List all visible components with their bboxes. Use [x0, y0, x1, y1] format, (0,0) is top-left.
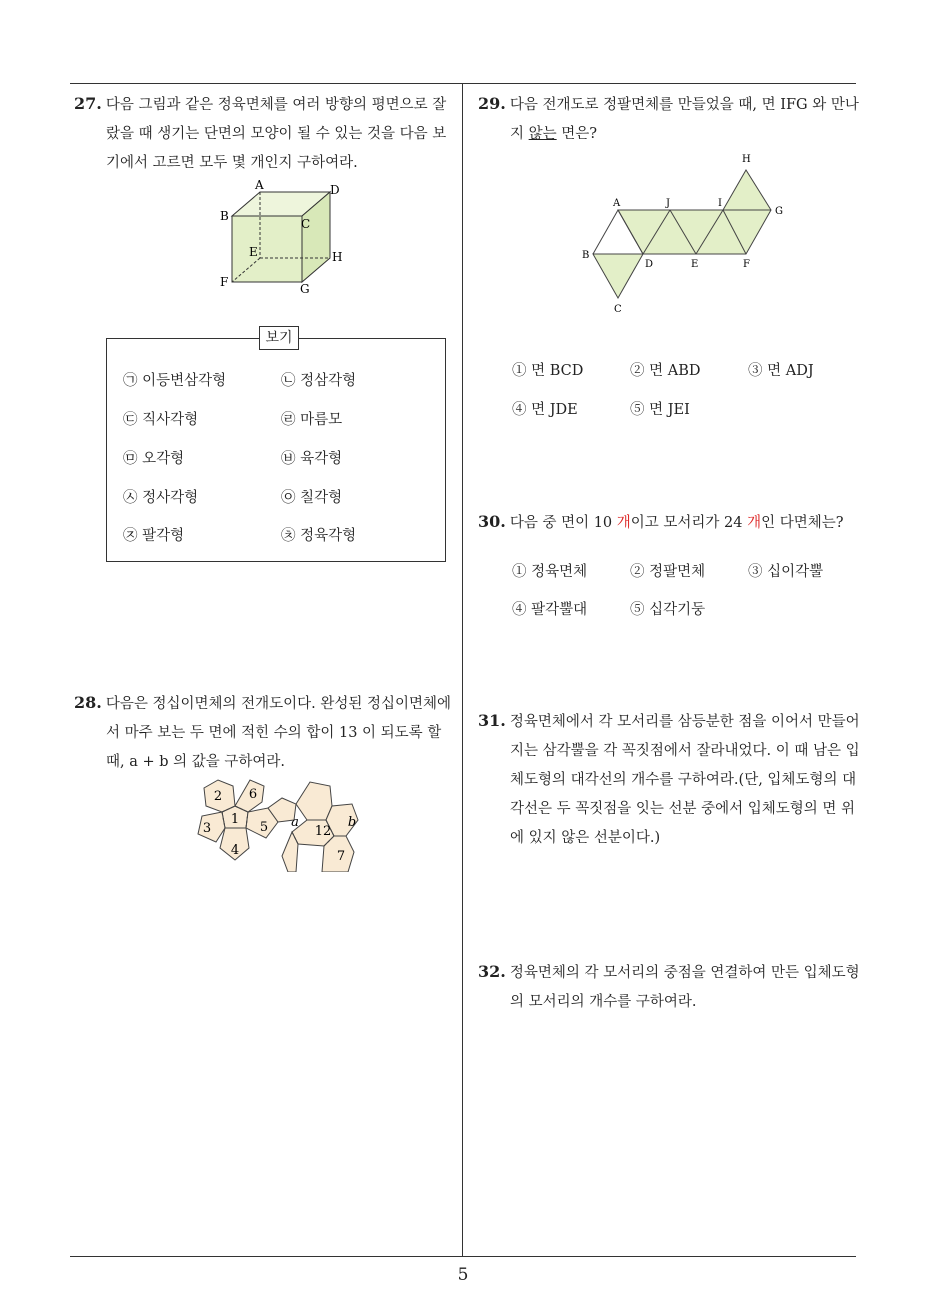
face-12: 12	[314, 824, 332, 839]
label-A: A	[255, 178, 264, 192]
option-2[interactable]: ② 면 ABD	[630, 363, 701, 379]
question-number: 27.	[74, 94, 102, 113]
question-text: 다음 그림과 같은 정육면체를 여러 방향의 평면으로 잘랐을 때 생기는 단면의 모양이 될 수 있는 것을 다음 보기에서 고르면 모두 몇 개인지 구하여라.	[105, 97, 447, 171]
label-G: G	[775, 206, 783, 217]
question-number: 30.	[478, 512, 506, 531]
option-2[interactable]: ② 정팔면체	[630, 564, 706, 580]
question-number: 31.	[478, 711, 506, 730]
bottom-rule	[70, 1256, 856, 1257]
bogi-item: ㉠ 이등변삼각형	[123, 373, 227, 389]
question-number: 29.	[478, 94, 506, 113]
label-E: E	[249, 245, 258, 259]
octahedron-net	[578, 152, 788, 316]
question-31	[478, 706, 860, 853]
bogi-item: ㉡ 정삼각형	[281, 373, 357, 389]
label-F: F	[743, 259, 750, 270]
label-B: B	[220, 209, 229, 223]
question-30	[478, 507, 860, 538]
label-J: J	[666, 198, 671, 209]
label-D: D	[330, 183, 340, 197]
label-F: F	[220, 275, 229, 289]
label-E: E	[691, 259, 699, 270]
question-28	[74, 688, 458, 777]
face-3: 3	[202, 821, 212, 836]
label-G: G	[300, 282, 310, 296]
bogi-title: 보기	[259, 326, 299, 350]
face-b: b	[347, 815, 357, 830]
question-27	[74, 89, 458, 178]
page-number: 5	[457, 1265, 469, 1285]
bogi-item: ㉥ 육각형	[281, 451, 343, 467]
bogi-item: ㉤ 오각형	[123, 451, 185, 467]
option-1[interactable]: ① 정육면체	[512, 564, 588, 580]
face-4: 4	[230, 843, 240, 858]
question-text: 인 다면체는?	[761, 515, 844, 531]
question-32	[478, 957, 860, 1017]
bogi-item: ㉧ 칠각형	[281, 490, 343, 506]
bogi-item: ㉣ 마름모	[281, 412, 343, 428]
underlined-word: 않는	[528, 126, 557, 142]
option-3[interactable]: ③ 면 ADJ	[748, 363, 814, 379]
dodecahedron-net	[186, 776, 374, 872]
face-6: 6	[248, 787, 258, 802]
top-rule	[70, 83, 856, 84]
label-C: C	[614, 304, 622, 315]
question-number: 32.	[478, 962, 506, 981]
question-text: 이고 모서리가 24	[630, 515, 748, 531]
label-H: H	[742, 154, 751, 165]
label-I: I	[718, 198, 722, 209]
question-text: 정육면체에서 각 모서리를 삼등분한 점을 이어서 만들어지는 삼각뿔을 각 꼭짓점에서 잘라내었다. 이 때 남은 입체도형의 대각선의 개수를 구하여라.(단, 입체도형의 대각선은 두 꼭짓점을 잇는 선분 중에서 입체도형의 면 위에 있지 않은 선분이다.)	[509, 714, 860, 846]
highlight-word: 개	[747, 515, 762, 531]
bogi-box	[106, 330, 446, 562]
bogi-item: ㉢ 직사각형	[123, 412, 199, 428]
label-H: H	[332, 250, 343, 264]
option-4[interactable]: ④ 팔각뿔대	[512, 602, 588, 618]
cube-figure	[212, 176, 362, 296]
option-5[interactable]: ⑤ 십각기둥	[630, 602, 706, 618]
bogi-item: ㉨ 팔각형	[123, 528, 185, 544]
question-text-end: 면은?	[556, 126, 598, 142]
question-text: 다음 중 면이 10	[509, 515, 617, 531]
face-5: 5	[259, 820, 269, 835]
face-1: 1	[230, 812, 240, 827]
option-3[interactable]: ③ 십이각뿔	[748, 564, 824, 580]
bogi-item: ㉩ 정육각형	[281, 528, 357, 544]
option-1[interactable]: ① 면 BCD	[512, 363, 584, 379]
question-text: 정육면체의 각 모서리의 중점을 연결하여 만든 입체도형의 모서리의 개수를 구하여라.	[509, 965, 860, 1010]
face-2: 2	[213, 789, 223, 804]
highlight-word: 개	[616, 515, 631, 531]
column-divider	[462, 83, 463, 1257]
bogi-item: ㉦ 정사각형	[123, 490, 199, 506]
option-5[interactable]: ⑤ 면 JEI	[630, 402, 690, 418]
face-7: 7	[336, 849, 346, 864]
label-C: C	[301, 217, 311, 231]
question-text: 다음 전개도로 정팔면체를 만들었을 때, 면 IFG 와 만나지	[509, 97, 859, 142]
question-29	[478, 89, 860, 149]
question-text: 다음은 정십이면체의 전개도이다. 완성된 정십이면체에서 마주 보는 두 면에 적힌 수의 합이 13 이 되도록 할 때, a + b 의 값을 구하여라.	[105, 696, 452, 770]
question-number: 28.	[74, 693, 102, 712]
face-a: a	[291, 815, 299, 830]
label-A: A	[613, 198, 621, 209]
option-4[interactable]: ④ 면 JDE	[512, 402, 578, 418]
label-D: D	[645, 259, 654, 270]
label-B: B	[582, 250, 590, 261]
